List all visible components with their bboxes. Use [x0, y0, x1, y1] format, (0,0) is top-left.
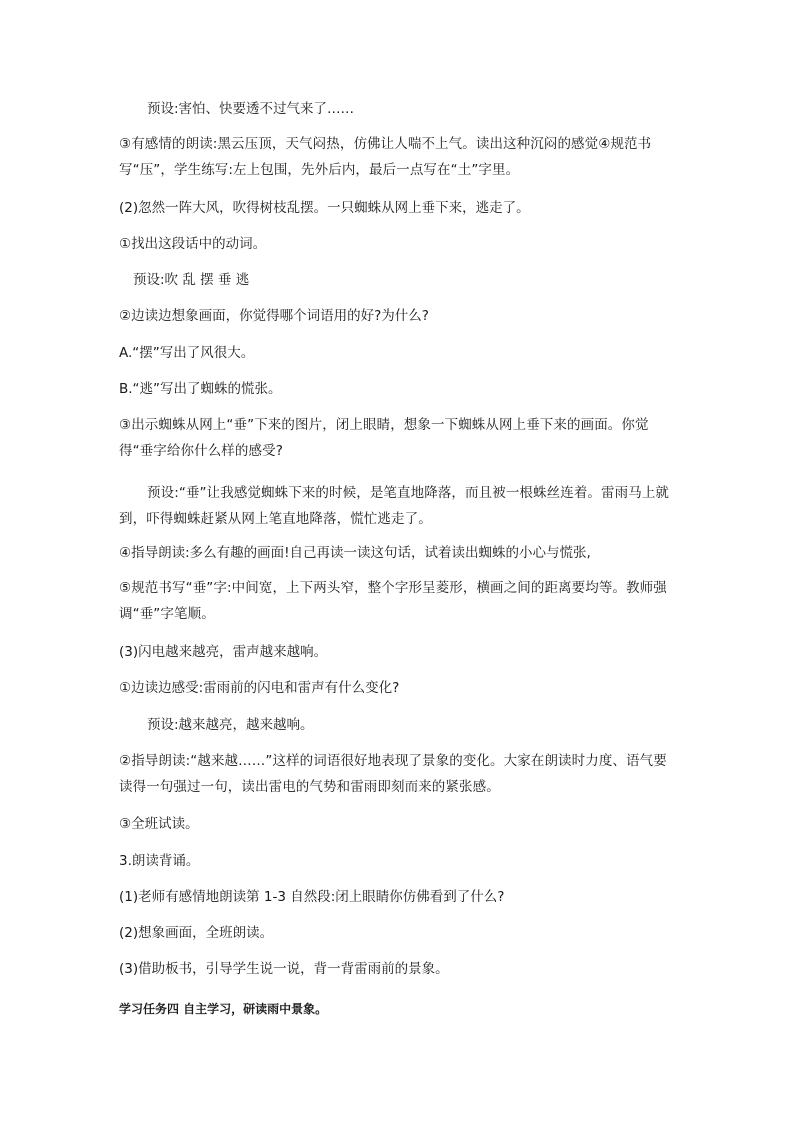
preset-answer-brighter-louder: 预设:越来越亮，越来越响。 [147, 717, 314, 733]
step-guided-reading-spider: ④指导朗读:多么有趣的画面!自己再读一读这句话，试着读出蜘蛛的小心与慌张, [119, 545, 591, 561]
step-emotional-reading-and-writing-ya: ③有感情的朗读:黑云压顶，天气闷热，仿佛让人喘不上气。读出这种沉闷的感觉④规范书写“压”，学生练写:左上包围，先外后内，最后一点写在“土”字里。 [119, 136, 652, 178]
step-show-picture-chui: ③出示蜘蛛从网上“垂”下来的图片，闭上眼睛，想象一下蜘蛛从网上垂下来的画面。你觉得“垂字给你什么样的感受? [119, 417, 649, 459]
step-write-chui: ⑤规范书写“垂”字:中间宽，上下两头窄，整个字形呈菱形，横画之间的距离要均等。教师强调“垂”字笔顺。 [119, 580, 667, 622]
answer-b-tao: B.“逃”写出了蜘蛛的慌张。 [119, 381, 282, 397]
passage-2-heading: (2)忽然一阵大风，吹得树枝乱摆。一只蜘蛛从网上垂下来，逃走了。 [119, 200, 530, 216]
recite-step-2: (2)想象画面，全班朗读。 [119, 925, 274, 941]
recite-step-3: (3)借助板书，引导学生说一说，背一背雷雨前的景象。 [119, 961, 449, 977]
step-feel-changes: ①边读边感受:雷雨前的闪电和雷声有什么变化? [119, 680, 400, 696]
step-guided-reading-yue-lai-yue: ②指导朗读:“越来越……”这样的词语很好地表现了景象的变化。大家在朗读时力度、语气要读得一句强过一句，读出雷电的气势和雷雨即刻而来的紧张感。 [119, 753, 667, 795]
learning-task-4-heading: 学习任务四 自主学习，研读雨中景象。 [119, 1002, 328, 1016]
step-class-reading: ③全班试读。 [119, 816, 199, 832]
step-imagine-picture: ②边读边想象画面，你觉得哪个词语用的好?为什么? [119, 308, 429, 324]
passage-3-heading: (3)闪电越来越亮，雷声越来越响。 [119, 644, 328, 660]
recite-step-1: (1)老师有感情地朗读第 1-3 自然段:闭上眼睛你仿佛看到了什么? [119, 889, 505, 905]
step-find-verbs: ①找出这段话中的动词。 [119, 236, 267, 252]
answer-a-bai: A.“摆”写出了风很大。 [119, 345, 255, 361]
section-3-recite: 3.朗读背诵。 [119, 853, 200, 869]
preset-answer-chui: 预设:“垂”让我感觉蜘蛛下来的时候，是笔直地降落，而且被一根蛛丝连着。雷雨马上就到，吓得蜘蛛赶紧从网上笔直地降落，慌忙逃走了。 [119, 485, 670, 527]
preset-answer-verbs: 预设:吹 乱 摆 垂 逃 [133, 272, 250, 288]
preset-answer-fear: 预设:害怕、快要透不过气来了…… [147, 101, 355, 117]
